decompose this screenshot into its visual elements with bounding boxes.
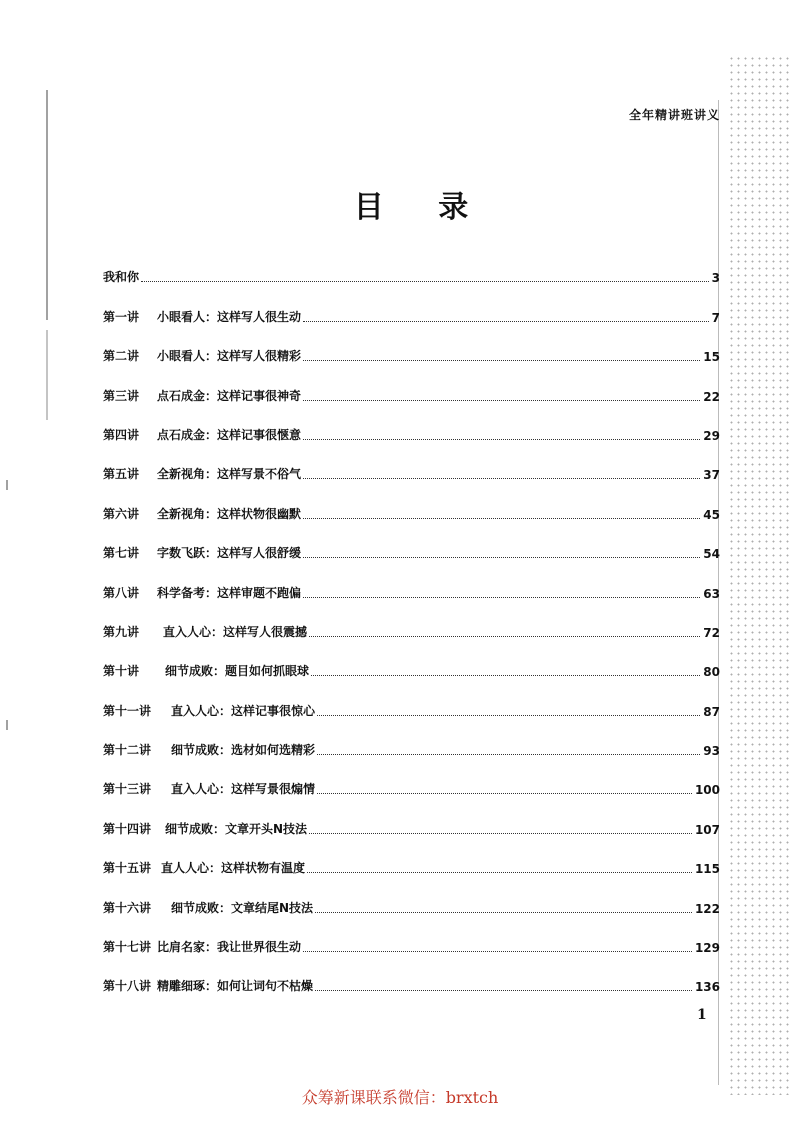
toc-entry[interactable] — [103, 325, 720, 364]
toc-chapter-label: 第六讲 — [103, 506, 140, 521]
toc-topic: 比肩名家：我让世界很生动 — [157, 940, 302, 955]
dot-leader — [317, 715, 700, 716]
toc-entry[interactable] — [103, 955, 720, 994]
toc-entry[interactable] — [103, 916, 720, 955]
toc-topic: 直入人心：这样写景很煽情 — [171, 782, 316, 797]
toc-page-number: 93 — [703, 744, 720, 759]
scan-mark — [6, 720, 8, 730]
toc-topic: 直入人心：这样写人很震撼 — [163, 624, 308, 639]
dot-leader — [315, 990, 692, 991]
toc-page-number: 54 — [703, 547, 720, 562]
toc-topic: 全新视角：这样状物很幽默 — [157, 506, 302, 521]
toc-entry[interactable] — [103, 522, 720, 561]
scan-edge-line — [46, 330, 48, 420]
toc-chapter-label: 第十八讲 — [103, 979, 152, 994]
toc-topic: 直人人心：这样状物有温度 — [161, 861, 306, 876]
toc-topic: 细节成败：文章开头N技法 — [165, 821, 308, 836]
toc-topic: 小眼看人：这样写人很生动 — [157, 309, 302, 324]
toc-topic: 细节成败：文章结尾N技法 — [171, 900, 314, 915]
toc-topic: 小眼看人：这样写人很精彩 — [157, 349, 302, 364]
toc-topic: 细节成败：题目如何抓眼球 — [165, 664, 310, 679]
toc-chapter-label: 第三讲 — [103, 388, 140, 403]
dot-leader — [303, 360, 700, 361]
toc-chapter-label: 第十二讲 — [103, 743, 152, 758]
dot-leader — [303, 439, 700, 440]
toc-page-number: 129 — [694, 941, 720, 956]
toc-entry[interactable] — [103, 876, 720, 915]
toc-page-number: 80 — [703, 665, 720, 680]
toc-topic: 直入人心：这样记事很惊心 — [171, 703, 316, 718]
toc-page-number: 115 — [694, 862, 720, 877]
toc-topic: 科学备考：这样审题不跑偏 — [157, 585, 302, 600]
toc-page-number: 29 — [703, 428, 720, 443]
toc-chapter-label: 第十一讲 — [103, 703, 152, 718]
toc-page-number: 100 — [694, 783, 720, 798]
dot-leader — [309, 833, 692, 834]
toc-chapter-label: 第十讲 — [103, 664, 140, 679]
toc-chapter-label: 第十七讲 — [103, 940, 152, 955]
toc-page-number: 37 — [703, 468, 720, 483]
table-of-contents — [103, 246, 720, 994]
dot-leader — [303, 478, 700, 479]
toc-chapter-label: 第四讲 — [103, 427, 140, 442]
toc-topic: 点石成金：这样记事很惬意 — [157, 427, 302, 442]
dot-leader — [309, 636, 700, 637]
toc-chapter-label: 第九讲 — [103, 624, 140, 639]
toc-entry[interactable] — [103, 285, 720, 324]
toc-entry[interactable] — [103, 561, 720, 600]
page-number: 1 — [697, 1007, 707, 1023]
toc-chapter-label: 第十五讲 — [103, 861, 152, 876]
toc-chapter-label: 我和你 — [103, 270, 140, 285]
dot-leader — [307, 872, 692, 873]
toc-chapter-label: 第一讲 — [103, 309, 140, 324]
dot-leader — [317, 793, 692, 794]
toc-page-number: 72 — [703, 625, 720, 640]
dot-leader — [303, 321, 709, 322]
dot-leader — [303, 518, 700, 519]
dot-leader — [303, 557, 700, 558]
toc-topic: 点石成金：这样记事很神奇 — [157, 388, 302, 403]
toc-page-number: 107 — [694, 822, 720, 837]
toc-page-number: 136 — [694, 980, 720, 995]
toc-page-number: 7 — [711, 310, 720, 325]
watermark-text: 众筹新课联系微信：brxtch — [301, 1088, 499, 1107]
toc-entry[interactable] — [103, 719, 720, 758]
toc-chapter-label: 第十三讲 — [103, 782, 152, 797]
dot-leader — [317, 754, 700, 755]
dot-leader — [315, 912, 692, 913]
toc-entry[interactable] — [103, 837, 720, 876]
toc-page-number: 22 — [703, 389, 720, 404]
toc-title: 目 录 — [353, 190, 491, 225]
toc-entry[interactable] — [103, 482, 720, 521]
toc-chapter-label: 第十四讲 — [103, 821, 152, 836]
dot-leader — [141, 281, 709, 282]
toc-page-number: 87 — [703, 704, 720, 719]
dot-leader — [303, 400, 700, 401]
toc-entry[interactable] — [103, 679, 720, 718]
toc-page-number: 3 — [711, 271, 720, 286]
toc-chapter-label: 第七讲 — [103, 546, 140, 561]
dot-leader — [311, 675, 700, 676]
toc-entry[interactable] — [103, 601, 720, 640]
toc-page-number: 45 — [703, 507, 720, 522]
toc-entry[interactable] — [103, 758, 720, 797]
running-header: 全年精讲班讲义 — [628, 108, 720, 122]
toc-topic: 细节成败：选材如何选精彩 — [171, 743, 316, 758]
dot-leader — [303, 597, 700, 598]
toc-chapter-label: 第二讲 — [103, 349, 140, 364]
toc-entry[interactable] — [103, 404, 720, 443]
toc-page-number: 63 — [703, 586, 720, 601]
toc-chapter-label: 第五讲 — [103, 467, 140, 482]
toc-entry[interactable] — [103, 797, 720, 836]
toc-entry[interactable] — [103, 640, 720, 679]
toc-topic: 精雕细琢：如何让词句不枯燥 — [157, 979, 314, 994]
toc-entry[interactable] — [103, 364, 720, 403]
toc-entry[interactable] — [103, 443, 720, 482]
dot-leader — [303, 951, 692, 952]
toc-page-number: 122 — [694, 901, 720, 916]
toc-entry[interactable] — [103, 246, 720, 285]
toc-chapter-label: 第八讲 — [103, 585, 140, 600]
toc-topic: 全新视角：这样写景不俗气 — [157, 467, 302, 482]
toc-topic: 字数飞跃：这样写人很舒缓 — [157, 546, 302, 561]
toc-page-number: 15 — [703, 350, 720, 365]
toc-chapter-label: 第十六讲 — [103, 900, 152, 915]
scan-mark — [6, 480, 8, 490]
